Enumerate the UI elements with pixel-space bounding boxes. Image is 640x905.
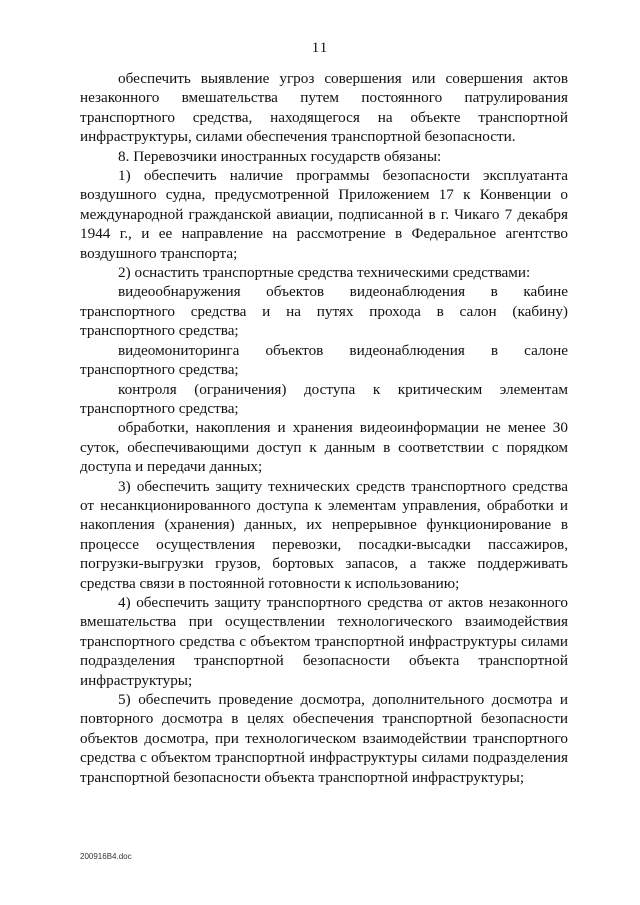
paragraph: видеообнаружения объектов видеонаблюдения в кабине транспортного средства и на путях прохода в салон (кабину) транспортного средства;: [80, 283, 568, 340]
paragraph: 5) обеспечить проведение досмотра, дополнительного досмотра и повторного досмотра в целях обеспечения транспортной безопасности объектов досмотра, при технологическом взаимодействии транспортного средства с объектом транспортной инфраструктуры силами подразделения транспортной безопасности объекта транспортной инфраструктуры;: [80, 691, 568, 786]
paragraph: 8. Перевозчики иностранных государств обязаны:: [118, 147, 442, 165]
paragraph: 4) обеспечить защиту транспортного средства от актов незаконного вмешательства при осуществлении технологического взаимодействия транспортного средства с объектом транспортной инфраструктуры силами подразделения транспортной безопасности объекта транспортной инфраструктуры;: [80, 593, 568, 689]
paragraph: 2) оснастить транспортные средства техническими средствами:: [118, 264, 531, 282]
paragraph: 1) обеспечить наличие программы безопасности эксплуатанта воздушного судна, предусмотренной Приложением 17 к Конвенции о международной гражданской авиации, подписанной в г. Чикаго 7 декабря 1944 г., и ее направление на рассмотрение в Федеральное агентство воздушного транспорта;: [80, 167, 568, 262]
footer-filename: 200916B4.doc: [80, 852, 132, 861]
document-body: [80, 69, 568, 787]
page-number: 11: [311, 40, 329, 56]
paragraph: контроля (ограничения) доступа к критическим элементам транспортного средства;: [80, 380, 568, 417]
paragraph: видеомониторинга объектов видеонаблюдения в салоне транспортного средства;: [80, 341, 568, 379]
paragraph: 3) обеспечить защиту технических средств транспортного средства от несанкционированного доступа к элементам управления, обработки и накопления (хранения) данных, их непрерывное функционирование в процессе осуществления перевозки, посадки-высадки пассажиров, погрузки-выгрузки грузов, бортовых запасов, а также поддерживать средства связи в постоянной готовности к использованию;: [80, 477, 568, 592]
paragraph: обработки, накопления и хранения видеоинформации не менее 30 суток, обеспечивающими доступ к данным в соответствии с порядком доступа и передачи данных;: [80, 419, 568, 476]
paragraph: обеспечить выявление угроз совершения или совершения актов незаконного вмешательства путем постоянного патрулирования транспортного средства, находящегося на объекте транспортной инфраструктуры, силами обеспечения транспортной безопасности.: [80, 70, 568, 146]
